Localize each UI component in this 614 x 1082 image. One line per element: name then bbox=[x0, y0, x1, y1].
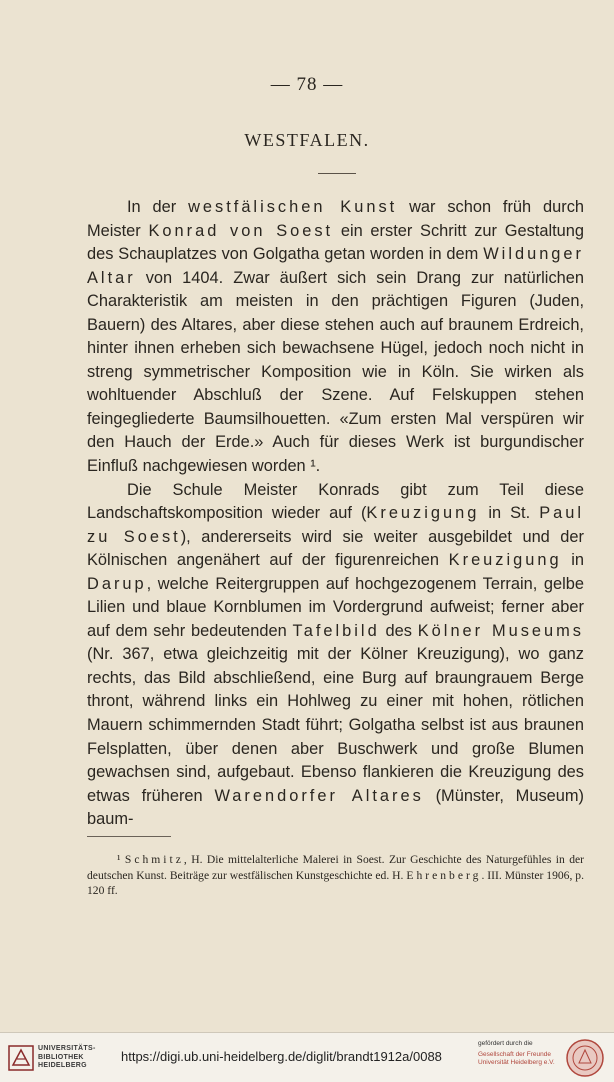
page-number: — 78 — bbox=[270, 74, 344, 95]
emphasized-text: Kreuzigung bbox=[366, 504, 480, 523]
text-run: Die Schule Meister Konrads gibt zum Teil diese Landschaftskomposition wieder auf ( bbox=[87, 480, 584, 523]
footnote bbox=[87, 852, 584, 899]
emphasized-text: Paul zu Soest bbox=[87, 504, 584, 546]
text-run: (Nr. 367, etwa gleichzeitig mit der Kölner Kreuzigung), wo ganz rechts, das Bild abschließend, eine Burg auf braungrauem Berge thront, während links ein Hohlweg zu einer mit hohen, rötlichen Mauern schimmernden Stadt führt; Golgatha selbst ist aus braunen Felsplatten, über denen aber Buschwerk und große Blumen gewachsen sind, aufgebaut. Ebenso flankieren die Kreuzigung des etwas früheren bbox=[87, 645, 584, 805]
emphasized-text: Schmitz bbox=[124, 853, 184, 866]
library-name: UNIVERSITÄTS- BIBLIOTHEK HEIDELBERG bbox=[38, 1045, 96, 1069]
emphasized-text: Konrad von Soest bbox=[148, 221, 334, 240]
sponsor-name: Gesellschaft der Freunde Universität Heidelberg e.V. bbox=[478, 1051, 555, 1066]
emphasized-text: Kreuzigung bbox=[448, 551, 562, 570]
text-run: . III. Münster 1906, p. 120 ff. bbox=[87, 868, 584, 897]
chapter-title: WESTFALEN. bbox=[244, 130, 370, 150]
emphasized-text: Kölner Museums bbox=[417, 621, 584, 640]
text-run: (Münster, Museum) baum- bbox=[87, 786, 584, 829]
text-run: des bbox=[379, 621, 418, 640]
paragraph-1 bbox=[87, 196, 584, 479]
text-run: In der bbox=[127, 198, 189, 216]
sponsor-label: gefördert durch die bbox=[478, 1040, 533, 1047]
body-text bbox=[87, 196, 584, 832]
viewer-footer bbox=[0, 1032, 614, 1082]
emphasized-text: Wildunger Altar bbox=[87, 245, 584, 287]
text-run: von 1404. Zwar äußert sich sein Drang zur natürlichen Charakteristik am meisten in den prächtigen Figuren (Juden, Bauern) des Altares, aber diese stehen auch auf braunem Erdreich, hinter ihnen erheben sich bewachsene Hügel, jedoch noch nicht in streng symmetrischer Komposition wie in Köln. Sie wirken als wohltuender Abschluß der Szene. Auf Felskuppen stehen feingegliederte Baumsilhouetten. «Zum ersten Mal verspüren wir den Hauch der Erde.» Auch für dieses Werk ist burgundischer Einfluß nachgewiesen worden ¹. bbox=[87, 268, 584, 476]
text-run: in St. bbox=[479, 504, 540, 523]
text-run: ), andererseits wird sie weiter ausgebildet und der Kölnischen angenähert auf der figurenreichen bbox=[87, 527, 584, 570]
university-seal-icon bbox=[565, 1038, 605, 1078]
emphasized-text: westfälischen Kunst bbox=[188, 198, 398, 216]
title-divider bbox=[318, 173, 356, 174]
text-run: , welche Reitergruppen auf hochgezogenem Terrain, gelbe Lilien und blaue Kornblumen im Vordergrund aufweist; ferner aber auf dem sehr bedeutenden bbox=[87, 574, 584, 640]
university-library-logo-icon bbox=[8, 1045, 34, 1071]
text-run: in bbox=[561, 551, 584, 570]
footnote-divider bbox=[87, 836, 171, 837]
text-run: ¹ bbox=[117, 853, 125, 866]
emphasized-text: Ehrenberg bbox=[406, 868, 482, 882]
text-run: , H. Die mittelalterliche Malerei in Soest. Zur Geschichte des Naturgefühles in der deutschen Kunst. Beiträge zur westfälischen Kunstgeschichte ed. H. bbox=[87, 853, 585, 882]
text-run: war schon früh durch Meister bbox=[87, 198, 585, 240]
emphasized-text: Darup bbox=[87, 574, 147, 593]
paragraph-2 bbox=[87, 479, 584, 832]
permalink-url[interactable]: https://digi.ub.uni-heidelberg.de/diglit/brandt1912a/0088 bbox=[121, 1049, 442, 1064]
text-run: ein erster Schritt zur Gestaltung des Schauplatzes von Golgatha getan worden in dem bbox=[87, 221, 584, 264]
emphasized-text: Tafelbild bbox=[292, 621, 380, 640]
emphasized-text: Warendorfer Altares bbox=[214, 786, 424, 805]
